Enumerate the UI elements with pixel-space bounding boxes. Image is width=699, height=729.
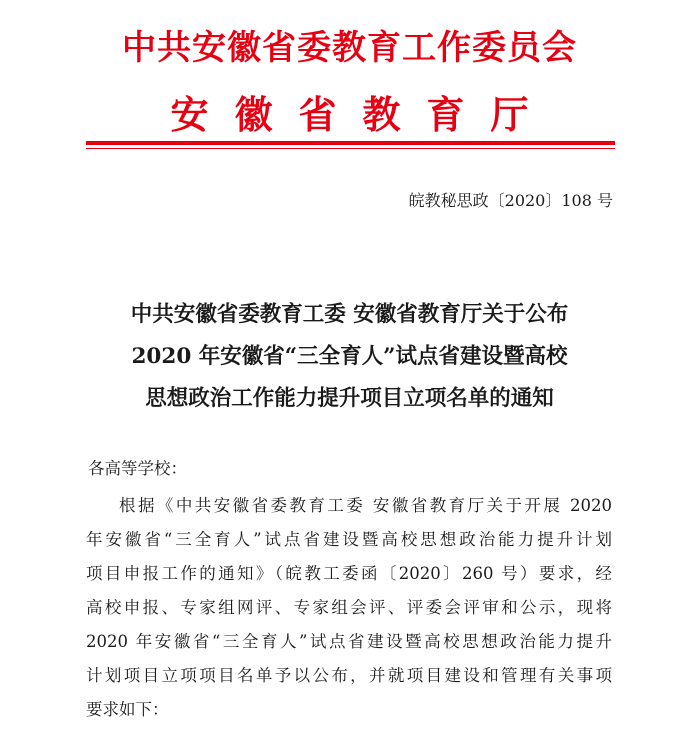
body-line: 项目申报工作的通知》（皖教工委函〔2020〕260 号）要求，经 xyxy=(86,564,612,583)
body-line: 计划项目立项项目名单予以公布，并就项目建设和管理有关事项 xyxy=(86,666,612,685)
addressee: 各高等学校： xyxy=(88,459,187,478)
red-header-rule-thick xyxy=(86,141,615,145)
document-number: 皖教秘思政〔2020〕108 号 xyxy=(408,191,613,210)
title-line-2: 2020 年安徽省“三全育人”试点省建设暨高校 xyxy=(131,344,568,369)
body-line: 根据《中共安徽省委教育工委 安徽省教育厅关于开展 2020 xyxy=(119,496,612,515)
title-line-1: 中共安徽省委教育工委 安徽省教育厅关于公布 xyxy=(130,302,569,327)
issuing-org-line-1: 中共安徽省委教育工作委员会 xyxy=(122,28,577,68)
title-line-3: 思想政治工作能力提升项目立项名单的通知 xyxy=(145,386,554,411)
body-paragraph xyxy=(86,489,612,727)
document-title xyxy=(40,294,659,420)
body-line: 2020 年安徽省“三全育人”试点省建设暨高校思想政治能力提升 xyxy=(86,632,612,651)
body-line: 年安徽省“三全育人”试点省建设暨高校思想政治能力提升计划 xyxy=(86,530,612,549)
body-line: 高校申报、专家组网评、专家组会评、评委会评审和公示，现将 xyxy=(86,598,612,617)
issuing-org-line-2: 安徽省教育厅 xyxy=(170,92,555,137)
body-line: 要求如下： xyxy=(86,700,169,719)
red-header-rule-thin xyxy=(86,148,615,149)
